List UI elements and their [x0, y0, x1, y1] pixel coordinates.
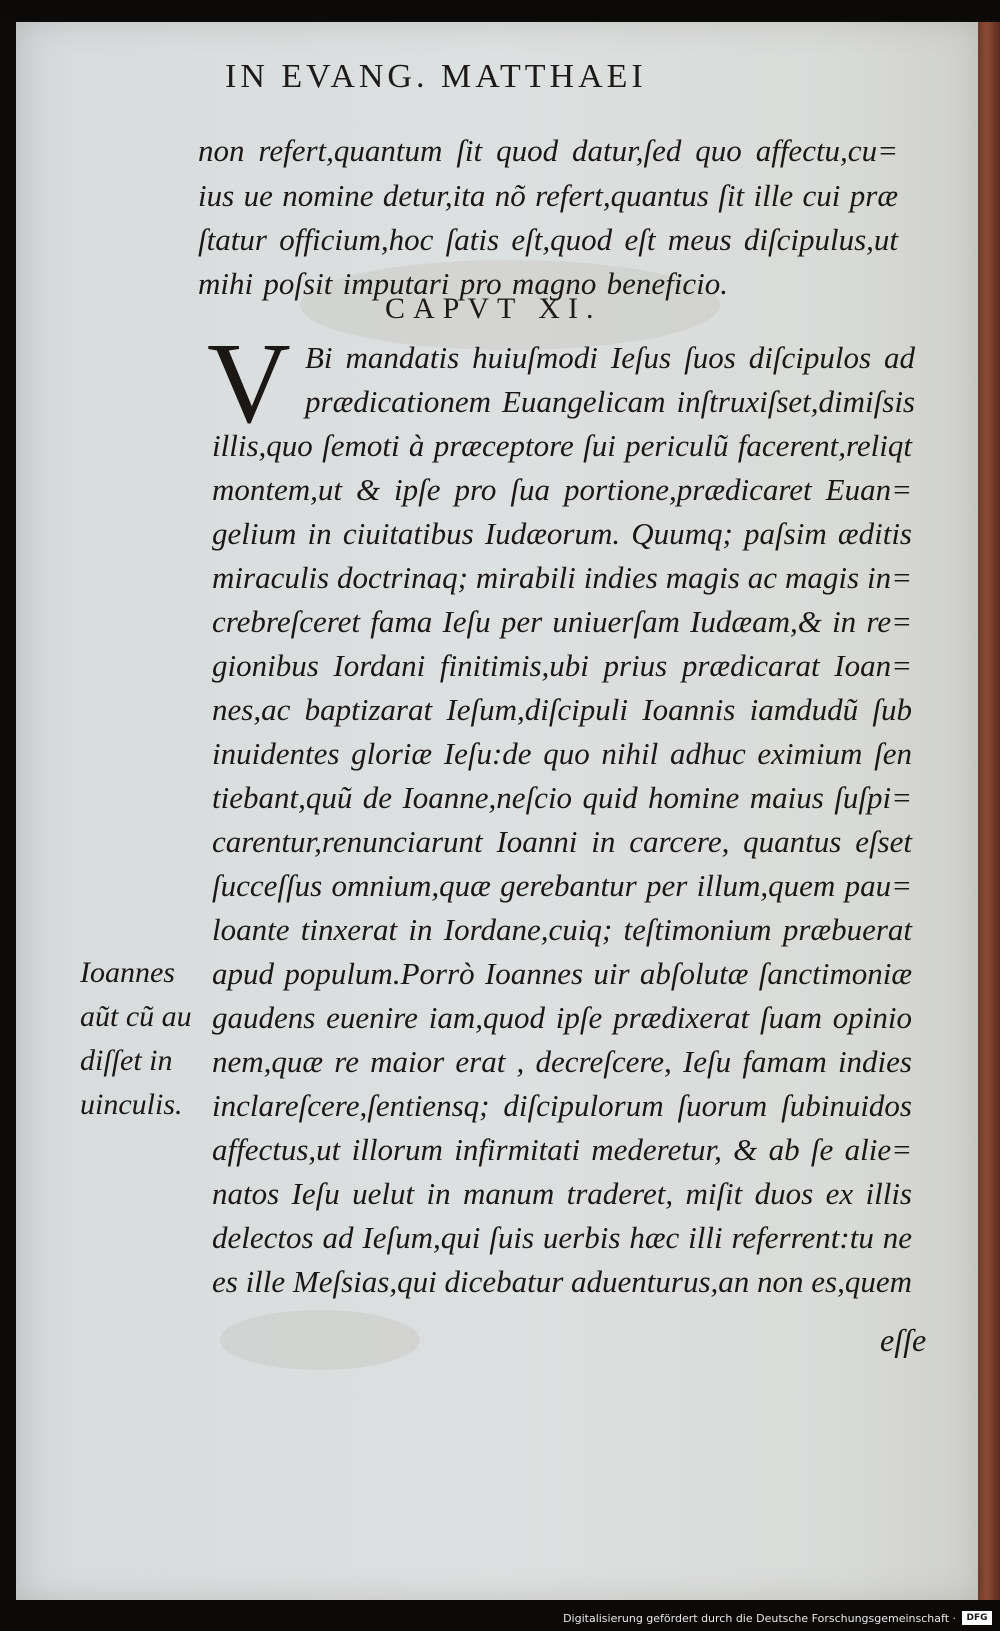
- text-line: non refert,quantum ſit quod datur,ſed quo affectu,cu=: [198, 133, 898, 168]
- text-line: loante tinxerat in Iordane,cuiq; teſtimonium præbuerat: [212, 912, 912, 947]
- chapter-heading: CAPVT XI.: [385, 292, 602, 325]
- book-spine-edge: [978, 22, 1000, 1600]
- dfg-logo: DFG: [962, 1611, 992, 1625]
- text-line: inuidentes gloriæ Ieſu:de quo nihil adhuc eximium ſen: [212, 736, 912, 771]
- text-line: inclareſcere,ſentiensq; diſcipulorum ſuorum ſubinuidos: [212, 1088, 912, 1123]
- text-line: ſtatur officium,hoc ſatis eſt,quod eſt meus diſcipulus,ut: [198, 222, 898, 257]
- text-line: ius ue nomine detur,ita nõ refert,quantus ſit ille cui præ: [198, 178, 898, 213]
- text-line: illis,quo ſemoti à præceptore ſui periculũ facerent,reliqt: [212, 428, 912, 463]
- marginal-note-line: aũt cũ au: [80, 1000, 192, 1033]
- text-line: Bi mandatis huiuſmodi Ieſus ſuos diſcipulos ad: [305, 340, 915, 375]
- text-line: es ille Meſsias,qui dicebatur aduenturus,an non es,quem: [212, 1264, 912, 1299]
- text-line: carentur,renunciarunt Ioanni in carcere, quantus eſset: [212, 824, 912, 859]
- text-line: affectus,ut illorum infirmitati mederetur, & ab ſe alie=: [212, 1132, 912, 1167]
- text-line: miraculis doctrinaq; mirabili indies magis ac magis in=: [212, 560, 912, 595]
- text-line: delectos ad Ieſum,qui ſuis uerbis hæc illi referrent:tu ne: [212, 1220, 912, 1255]
- catchword: eſſe: [880, 1322, 927, 1358]
- text-line: montem,ut & ipſe pro ſua portione,prædicaret Euan=: [212, 472, 912, 507]
- marginal-note-line: diſſet in: [80, 1044, 173, 1077]
- text-line: ſucceſſus omnium,quæ gerebantur per illum,quem pau=: [212, 868, 912, 903]
- text-line: nem,quæ re maior erat , decreſcere, Ieſu famam indies: [212, 1044, 912, 1079]
- text-line: prædicationem Euangelicam inſtruxiſset,dimiſsis: [305, 384, 915, 419]
- drop-cap-initial: V: [207, 320, 291, 448]
- text-line: mihi poſsit imputari pro magno beneficio.: [198, 266, 728, 301]
- text-line: natos Ieſu uelut in manum traderet, miſit duos ex illis: [212, 1176, 912, 1211]
- text-line: crebreſceret fama Ieſu per uniuerſam Iudæam,& in re=: [212, 604, 912, 639]
- text-line: nes,ac baptizarat Ieſum,diſcipuli Ioannis iamdudũ ſub: [212, 692, 912, 727]
- top-black-border: [0, 0, 1000, 20]
- marginal-note-line: uinculis.: [80, 1088, 183, 1121]
- digitization-credit: Digitalisierung gefördert durch die Deutsche Forschungsgemeinschaft ·: [563, 1612, 956, 1625]
- text-line: gionibus Iordani finitimis,ubi prius prædicarat Ioan=: [212, 648, 912, 683]
- text-line: apud populum.Porrò Ioannes uir abſolutæ ſanctimoniæ: [212, 956, 912, 991]
- running-head: IN EVANG. MATTHAEI: [225, 58, 647, 95]
- text-line: tiebant,quũ de Ioanne,neſcio quid homine maius ſuſpi=: [212, 780, 912, 815]
- paper-stain: [220, 1310, 420, 1370]
- marginal-note-line: Ioannes: [80, 956, 175, 989]
- text-line: gaudens euenire iam,quod ipſe prædixerat ſuam opinio: [212, 1000, 912, 1035]
- text-line: gelium in ciuitatibus Iudæorum. Quumq; paſsim æditis: [212, 516, 912, 551]
